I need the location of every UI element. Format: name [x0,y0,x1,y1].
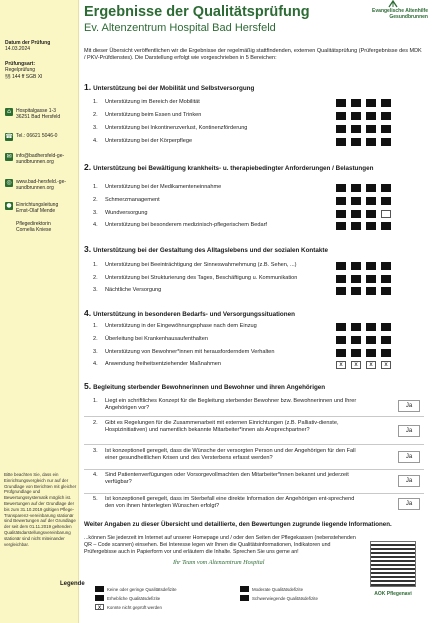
list-item: 3. Unterstützung von Bewohner*innen mit herausforderndem Verhalten [93,349,275,355]
rating-square [366,262,376,270]
rating-row [336,336,391,344]
address-line2: 36251 Bad Hersfeld [16,114,61,121]
rating-square [351,287,361,295]
rating-row [336,184,391,192]
rating-square [381,287,391,295]
inspection-date-block [5,40,77,53]
rating-square [381,349,391,357]
rating-square [351,184,361,192]
legend-item: Schwerwiegende Qualitätsdefizite [240,595,318,601]
list-item: 1. Unterstützung im Bereich der Mobilität [93,99,200,105]
rating-square [366,336,376,344]
legend-swatch [240,586,249,592]
rating-row [336,125,391,133]
list-item: 3. Wundversorgung [93,210,148,216]
inspection-type-law: §§ 144 ff SGB XI [5,73,43,80]
rating-square [336,112,346,120]
email-icon: ✉ [6,152,12,160]
rating-square [351,336,361,344]
rating-row [336,138,391,146]
rating-row [336,323,391,331]
rating-square [366,138,376,146]
phone-row [5,133,77,141]
legend-item: Keine oder geringe Qualitätsdefizite [95,586,177,592]
nurse-title: Pflegedirektorin [16,220,51,227]
comparison-note: Bitte beachten Sie, dass ein Einrichtungsvergleich nur auf der Grundlage von Berichten mit gleicher Prüfgrundlage und Bewertungssystematik möglich ist. Bewertungen auf der Grundlage der bis zum 31.10.2019 gültigen Pflege-Transparenz-vereinbarung stationär sind Bewertungen auf der Grundlage der seit dem 01.11.2019 geltenden Qualitätsdarstellungsvereinbarung stationär sind nicht miteinander vergleichbar. [4,472,77,547]
email-link[interactable]: info@badhersfeld-ge- sundbrunnen.org [16,152,65,165]
rating-square [351,222,361,230]
divider [84,416,424,417]
management-row [5,202,77,233]
rating-square [366,99,376,107]
inspection-type-label: Prüfungsart: [5,61,35,67]
rating-row [336,210,391,218]
section-3-title: 3. Unterstützung bei der Gestaltung des Alltagslebens und der sozialen Kontakte [84,244,328,254]
section-2-title: 2. Unterstützung bei Bewältigung krankheits- u. therapiebedingter Anforderungen / Belastungen [84,162,374,172]
divider [84,444,424,445]
manager-title: Einrichtungsleitung [16,201,59,208]
list-item: 4. Unterstützung bei besonderem medizinisch-pflegerischem Bedarf [93,222,267,228]
list-item: 1. Unterstützung bei der Medikamenteneinnahme [93,184,222,190]
rating-square [366,323,376,331]
list-item: 4. Unterstützung bei der Körperpflege [93,138,193,144]
rating-square [336,197,346,205]
inspection-date-value: 14.03.2024 [5,46,31,53]
question-item: 4. Sind Patientenverfügungen oder Vorsorgevollmachten den Mitarbeiter*innen bekannt und jederzeit verfügbar? [93,472,349,485]
rating-square [351,197,361,205]
rating-square [381,275,391,283]
inspection-date-label: Datum der Prüfung [5,40,51,46]
list-item: 2. Überleitung bei Krankenhausaufenthalten [93,336,208,342]
page-subtitle: Ev. Altenzentrum Hospital Bad Hersfeld [84,22,276,34]
legend-item: x Konnte nicht geprüft werden [95,604,162,610]
rating-square [336,275,346,283]
rating-square [381,222,391,230]
address-row [5,108,77,121]
list-item: 4. Anwendung freiheitsentziehender Maßnahmen [93,361,221,367]
rating-row [336,112,391,120]
answer-box: Ja [398,425,420,437]
rating-square [336,210,346,218]
globe-icon: ◎ [6,179,12,187]
phone-number[interactable]: Tel.: 06621 5046-0 [16,132,58,139]
question-item: 3. Ist konzeptionell geregelt, dass die Wünsche der versorgten Person und der Angehörigen für den Fall einer gesundheitlichen Krisen und des Versterbens erfasst werden? [93,448,356,461]
rating-square [366,275,376,283]
rating-square [351,210,361,218]
rating-square [366,349,376,357]
rating-square [381,184,391,192]
legend-swatch [240,595,249,601]
list-item: 2. Schmerzmanagement [93,197,160,203]
answer-box: Ja [398,400,420,412]
rating-square [336,125,346,133]
rating-square [351,275,361,283]
section-4-title: 4. Unterstützung in besonderen Bedarfs- und Versorgungssituationen [84,308,295,318]
phone-icon: ☎ [5,132,13,140]
answer-box: Ja [398,498,420,510]
web-link[interactable]: www.bad-hersfeld.-ge- sundbrunnen.org [16,179,67,192]
list-item: 2. Unterstützung bei Strukturierung des Tages, Beschäftigung u. Kommunikation [93,275,298,281]
section-1-title: 1. Unterstützung bei der Mobilität und Selbstversorgung [84,82,255,92]
rating-row [336,287,391,295]
list-item: 1. Unterstützung in der Eingewöhnungsphase nach dem Einzug [93,323,257,329]
rating-square: x [351,361,361,369]
rating-square [366,125,376,133]
cross-logo-icon [388,0,398,8]
rating-square [351,138,361,146]
rating-square [336,262,346,270]
rating-row [336,349,391,357]
qr-code[interactable] [370,541,416,587]
section-5-title: 5. Begleitung sterbender Bewohnerinnen und Bewohner und ihren Angehörigen [84,381,326,391]
rating-square [381,210,391,218]
rating-square [336,138,346,146]
rating-row [336,275,391,283]
rating-square [366,222,376,230]
rating-square: x [366,361,376,369]
list-item: 2. Unterstützung beim Essen und Trinken [93,112,202,118]
rating-square [381,112,391,120]
rating-row [336,361,391,369]
rating-square: x [336,361,346,369]
rating-square [366,287,376,295]
legend-swatch [95,595,104,601]
rating-row [336,197,391,205]
further-info-title: Weiter Angaben zu dieser Übersicht und detaillierte, den Bewertungen zugrunde liegende Informationen. [84,521,392,528]
rating-square [351,112,361,120]
page-title: Ergebnisse der Qualitätsprüfung [84,4,310,20]
rating-square [381,99,391,107]
rating-square [366,184,376,192]
rating-square [336,287,346,295]
divider [84,493,424,494]
sidebar [0,0,79,623]
further-info-text: ...können Sie jederzeit im Internet auf unserer Homepage und / oder den Seiten der Pflegekassen (nebenstehenden QR – Code scannen) einsehen. Bei Interesse legen wir Ihnen die Qualitätsinformationen, Indikatoren und Prüfergebisse auch in Papierform vor und erläutern die Inhalte. Sprechen Sie uns gerne an! [84,535,356,555]
location-icon: ⌂ [5,108,13,116]
organization-logo: Evangelische Altenhilfe Gesundbrunnen [372,8,428,20]
rating-square [336,349,346,357]
signature: Ihr Team vom Altenzentrum Hospital [173,559,265,566]
person-icon: ● [6,201,12,209]
manager-name: Ernst-Olaf Mende [16,208,56,215]
rating-square [351,262,361,270]
rating-square [366,197,376,205]
rating-square [381,262,391,270]
rating-square [336,323,346,331]
nurse-name: Cornelia Kniese [16,226,52,233]
rating-square [366,210,376,218]
question-item: 1. Liegt ein schriftliches Konzept für die Begleitung sterbender Bewohner bzw. Bewohnerinnen und Ihrer Angehörigen vor? [93,398,357,411]
rating-square [381,125,391,133]
legend-item: Moderate Qualitätsdefizite [240,586,303,592]
intro-text: Mit dieser Übersicht veröffentlichen wir die Ergebnisse der regelmäßig stattfindenden, externen Qualitätsprüfung (Prüfergebnisse des MDK / PKV-Prüfdienstes). Die Darstellung erfolgt wie vorgeschrieben in 5 Bereichen: [84,48,422,61]
question-item: 5. Ist konzeptionell geregelt, dass im Sterbefall eine direkte Information der Angehörigen ent-sprechend den von ihnen hinterlegten Wünschen erfolgt? [93,496,355,509]
rating-square [351,125,361,133]
rating-square [336,336,346,344]
address-line1: Hospitalgasse 1-3 [16,108,57,114]
rating-square [381,138,391,146]
list-item: 3. Nächtliche Versorgung [93,287,162,293]
legend-title: Legende [60,581,85,587]
rating-square [336,222,346,230]
inspection-type-value: Regelprüfung [5,67,36,74]
rating-square [366,112,376,120]
contact-block [5,108,77,237]
inspection-type-block [5,61,77,80]
rating-row [336,262,391,270]
answer-box: Ja [398,451,420,463]
web-row [5,179,77,192]
divider [84,469,424,470]
list-item: 1. Unterstützung bei Beeinträchtigung der Sinneswahrnehmung (z.B. Sehen, ...) [93,262,297,268]
list-item: 3. Unterstützung bei Inkontinenzverlust, Kontinenzförderung [93,125,248,131]
rating-square [336,99,346,107]
rating-square [351,349,361,357]
rating-row [336,222,391,230]
question-item: 2. Gibt es Regelungen für die Zusammenarbeit mit externen Einrichtungen (z.B. Palliativ-dienste, Hospizinitiativen) und namentlich bekannte Mitarbeiter*innen als Ansprechpartner? [93,420,339,433]
legend-swatch: x [95,604,104,610]
rating-square [381,336,391,344]
rating-square [381,197,391,205]
rating-square [381,323,391,331]
legend-item: Erhebliche Qualitätsdefizite [95,595,160,601]
rating-square [351,99,361,107]
email-row [5,153,77,166]
answer-box: Ja [398,475,420,487]
rating-row [336,99,391,107]
rating-square [336,184,346,192]
legend-swatch [95,586,104,592]
qr-label: AOK Pflegenavi [374,591,412,597]
rating-square [351,323,361,331]
rating-square: x [381,361,391,369]
